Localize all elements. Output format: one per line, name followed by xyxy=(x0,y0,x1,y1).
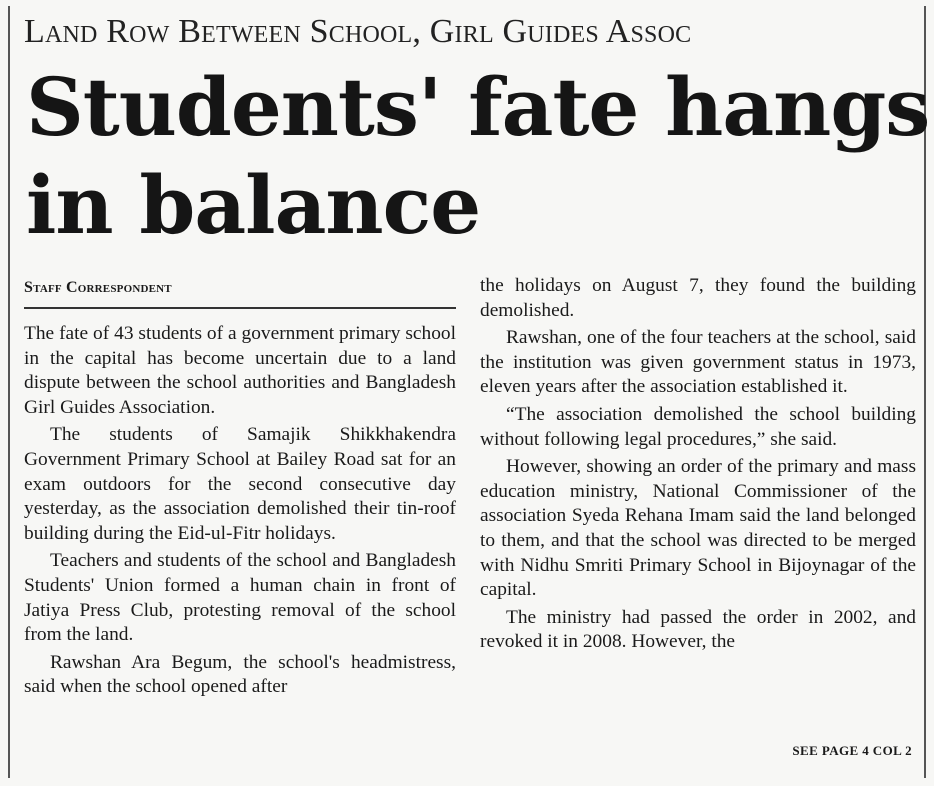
paragraph: Teachers and students of the school and Bangladesh Students' Union formed a human chain in front of Jatiya Press Club, protesting removal of the school from the land. xyxy=(24,550,456,646)
headline-line-2: in balance xyxy=(26,158,481,252)
paragraph: Rawshan Ara Begum, the school's headmistress, said when the school opened after xyxy=(24,651,456,698)
paragraph: The ministry had passed the order in 2002, and revoked it in 2008. However, the xyxy=(480,606,916,653)
headline-line-1: Students' fate hangs xyxy=(26,60,930,154)
article-column-left xyxy=(24,322,456,700)
byline: Staff Correspondent xyxy=(24,278,456,309)
paragraph: The fate of 43 students of a government primary school in the capital has become uncertain due to a land dispute between the school authorities and Bangladesh Girl Guides Association. xyxy=(24,323,456,418)
paragraph: Rawshan, one of the four teachers at the school, said the institution was given government status in 1973, eleven years after the association established it. xyxy=(480,327,916,398)
paragraph: However, showing an order of the primary and mass education ministry, National Commissioner of the association Syeda Rehana Imam said the land belonged to them, and that the school was directed to be merged with Nidhu Smriti Primary School in Bijoynagar of the capital. xyxy=(480,456,916,601)
continuation-link[interactable]: SEE PAGE 4 COL 2 xyxy=(792,743,912,758)
paragraph: The students of Samajik Shikkhakendra Government Primary School at Bailey Road sat for an exam outdoors for the second consecutive day yesterday, as the association demolished their tin-roof building during the Eid-ul-Fitr holidays. xyxy=(24,424,456,544)
article-headline xyxy=(26,58,930,254)
article-column-right xyxy=(480,274,916,655)
paragraph: “The association demolished the school building without following legal procedures,” she said. xyxy=(480,403,916,450)
paragraph: the holidays on August 7, they found the building demolished. xyxy=(480,275,916,321)
article-kicker: Land Row Between School, Girl Guides Assoc xyxy=(24,13,692,50)
